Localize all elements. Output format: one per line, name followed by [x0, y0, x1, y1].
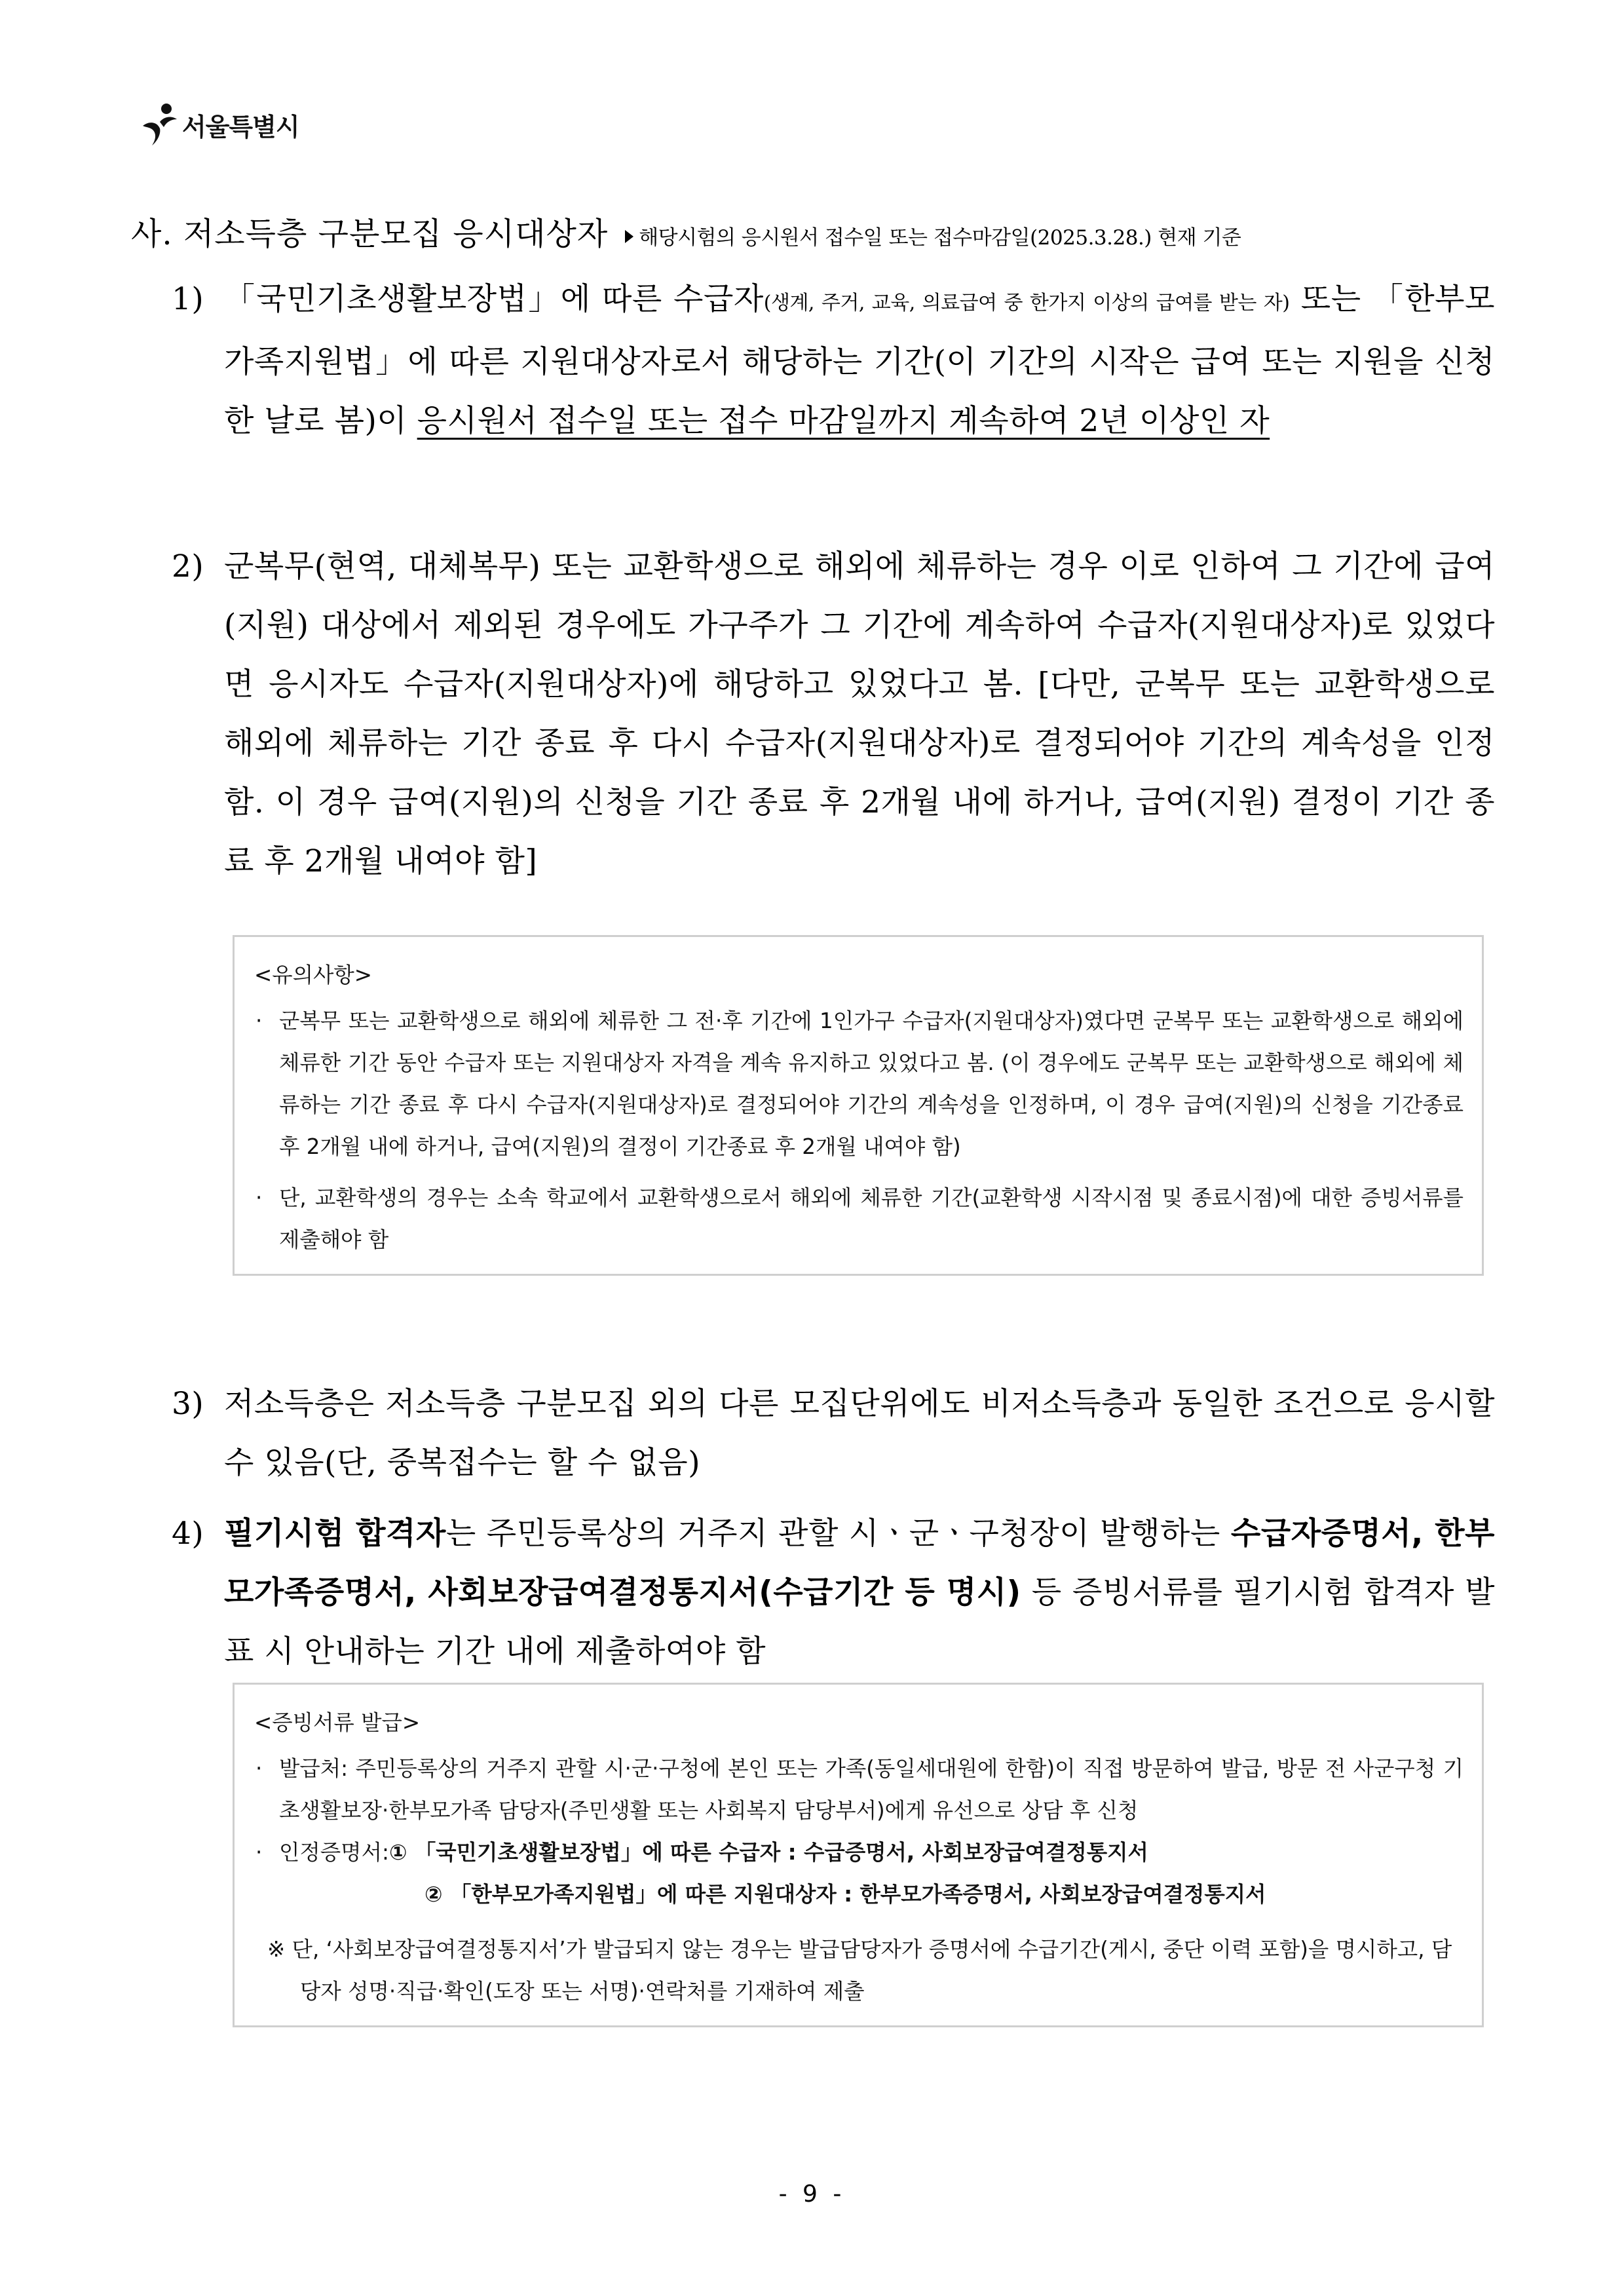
item-number: 2): [172, 548, 204, 584]
bullet-mark: ·: [255, 1756, 263, 1781]
certificate-box-title: <증빙서류 발급>: [254, 1710, 421, 1735]
bullet-mark: ·: [255, 1840, 263, 1865]
seoul-logo: [138, 98, 299, 151]
cert-issuer: [254, 1748, 1463, 1831]
notice-bullet-2: [254, 1177, 1463, 1261]
item4-bold-documents: 수급자증명서, 한부모가족증명서, 사회보장급여결정통지서(수급기간 등 명시): [224, 1516, 1495, 1611]
item4-bold-passers: 필기시험 합격자: [224, 1516, 446, 1552]
item1-part-b: 또는 「한부모가족지원법」에 따른 지원대상자로서 해당하는 기간(이 기간의 시작은 급여 또는 지원을 신청한 날로 봄)이: [224, 281, 1495, 439]
cert-issuer-text: 발급처: 주민등록상의 거주지 관할 시·군·구청에 본인 또는 가족(동일세대원에 한함)이 직접 방문하여 발급, 방문 전 사군구청 기초생활보장·한부모가족 담당자(주민생활 또는 사회복지 담당부서)에게 유선으로 상담 후 신청: [279, 1756, 1463, 1823]
notice-box-title: <유의사항>: [254, 963, 373, 987]
section-note: [625, 221, 1241, 250]
list-item-1: [172, 270, 1495, 451]
certificate-box: [233, 1683, 1484, 2027]
notice-bullet-1-text: 군복무 또는 교환학생으로 해외에 체류한 그 전·후 기간에 1인가구 수급자(지원대상자)였다면 군복무 또는 교환학생으로 해외에 체류한 기간 동안 수급자 또는 지원대상자 자격을 계속 유지하고 있었다고 봄. (이 경우에도 군복무 또는 교환학생으로 해외에 체류하는 기간 종료 후 다시 수급자(지원대상자)로 결정되어야 기간의 계속성을 인정하며, 이 경우 급여(지원)의 신청을 기간종료 후 2개월 내에 하거나, 급여(지원)의 결정이 기간종료 후 2개월 내여야 함): [279, 1008, 1463, 1159]
list-item-3: [172, 1375, 1495, 1493]
notice-box: [233, 935, 1484, 1276]
bullet-mark: ·: [255, 1185, 263, 1210]
item-number: 3): [172, 1386, 204, 1422]
bullet-mark: ·: [255, 1008, 263, 1033]
item4-text-1: 는 주민등록상의 거주지 관할 시ㆍ군ㆍ구청장이 발행하는: [445, 1516, 1231, 1552]
cert-item-1: ① 「국민기초생활보장법」에 따른 수급자 : 수급증명서, 사회보장급여결정통지서: [388, 1840, 1148, 1865]
section-title: 사. 저소득층 구분모집 응시대상자: [131, 216, 609, 252]
item1-part-a: 「국민기초생활보장법」에 따른 수급자: [224, 281, 764, 317]
item-text: [224, 270, 1495, 451]
section-note-text: 해당시험의 응시원서 접수일 또는 접수마감일(2025.3.28.) 현재 기준: [639, 226, 1241, 250]
cert-note: ※ 단, ‘사회보장급여결정통지서’가 발급되지 않는 경우는 발급담당자가 증명서에 수급기간(게시, 중단 이력 포함)을 명시하고, 담당자 성명·직급·확인(도장 또는 서명)·연락처를 기재하여 제출: [267, 1937, 1452, 2004]
cert-item-2: ② 「한부모가족지원법」에 따른 지원대상자 : 한부모가족증명서, 사회보장급여결정통지서: [425, 1882, 1266, 1907]
cert-line-1: [254, 1831, 1463, 1873]
item4-text-2: 등 증빙서류를 필기시험 합격자 발표 시 안내하는 기간 내에 제출하여야 함: [224, 1575, 1495, 1670]
cert-label: 인정증명서:: [279, 1840, 389, 1865]
item1-benefits-note: (생계, 주거, 교육, 의료급여 중 한가지 이상의 급여를 받는 자): [763, 292, 1290, 315]
triangle-icon: [625, 230, 633, 243]
list-item-4: [172, 1504, 1495, 1681]
item1-underlined-condition: 응시원서 접수일 또는 접수 마감일까지 계속하여 2년 이상인 자: [417, 403, 1270, 439]
item-text: 저소득층은 저소득층 구분모집 외의 다른 모집단위에도 비저소득층과 동일한 조건으로 응시할 수 있음(단, 중복접수는 할 수 없음): [224, 1386, 1495, 1481]
notice-bullet-1: [254, 1000, 1463, 1168]
section-heading: [131, 208, 1513, 254]
item-text: 군복무(현역, 대체복무) 또는 교환학생으로 해외에 체류하는 경우 이로 인하여 그 기간에 급여(지원) 대상에서 제외된 경우에도 가구주가 그 기간에 계속하여 수급자(지원대상자)로 있었다면 응시자도 수급자(지원대상자)에 해당하고 있었다고 봄. [다만, 군복무 또는 교환학생으로 해외에 체류하는 기간 종료 후 다시 수급자(지원대상자)로 결정되어야 기간의 계속성을 인정함. 이 경우 급여(지원)의 신청을 기간 종료 후 2개월 내에 하거나, 급여(지원) 결정이 기간 종료 후 2개월 내여야 함]: [224, 548, 1495, 879]
item-number: 1): [172, 281, 204, 317]
page-number: - 9 -: [778, 2181, 846, 2208]
item-text: [224, 1504, 1495, 1681]
logo-text: 서울특별시: [182, 112, 299, 142]
seoul-logo-icon: [138, 102, 178, 147]
notice-bullet-2-text: 단, 교환학생의 경우는 소속 학교에서 교환학생으로서 해외에 체류한 기간(교환학생 시작시점 및 종료시점)에 대한 증빙서류를 제출해야 함: [279, 1185, 1463, 1252]
list-item-2: [172, 537, 1495, 891]
item-number: 4): [172, 1516, 204, 1552]
